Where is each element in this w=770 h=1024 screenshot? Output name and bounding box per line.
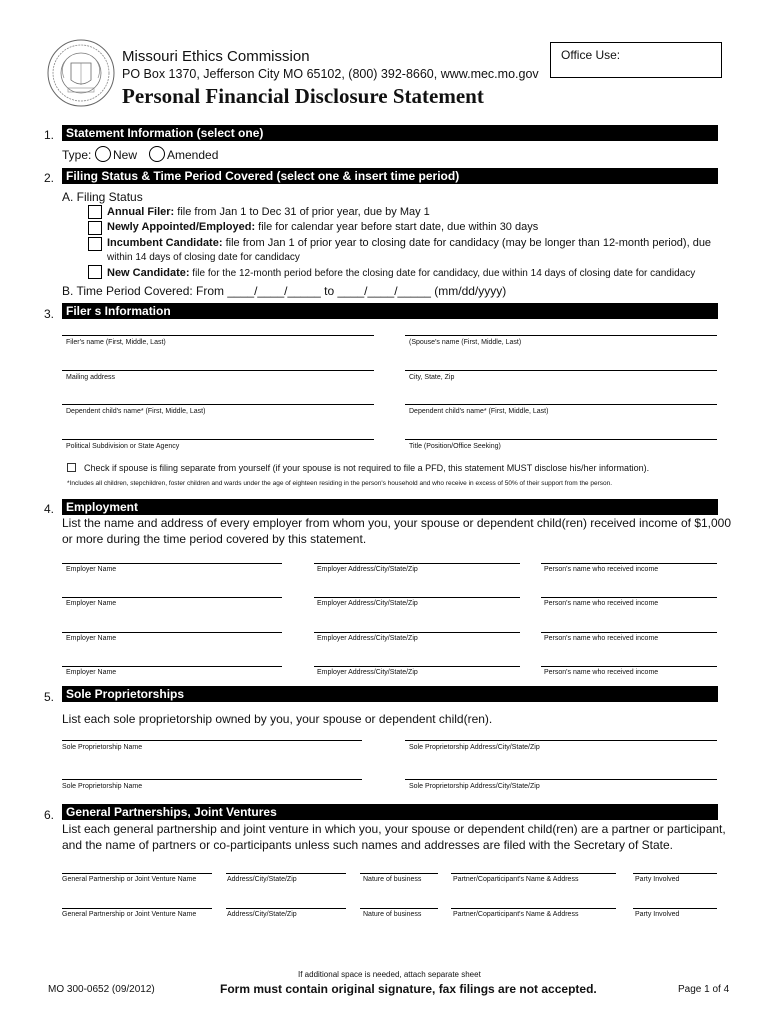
section-6-number: 6. xyxy=(44,808,55,822)
sole-prop-name-label-1: Sole Proprietorship Name xyxy=(62,744,143,751)
nature-of-business-field-1[interactable] xyxy=(360,873,438,874)
employer-name-field-2[interactable] xyxy=(62,597,282,598)
section-6-header: General Partnerships, Joint Ventures xyxy=(62,804,718,820)
sole-prop-instructions: List each sole proprietorship owned by you, your spouse or dependent child(ren). xyxy=(62,712,493,726)
nature-of-business-field-2[interactable] xyxy=(360,908,438,909)
dependent-2-label: Dependent child's name* (First, Middle, Last) xyxy=(409,408,549,415)
partnership-name-label: General Partnership or Joint Venture Name xyxy=(62,911,197,918)
additional-space-note: If additional space is needed, attach separate sheet xyxy=(298,970,481,979)
state-seal-logo xyxy=(46,38,116,108)
income-recipient-field-3[interactable] xyxy=(541,632,717,633)
income-recipient-field-1[interactable] xyxy=(541,563,717,564)
type-label: Type: xyxy=(62,148,92,162)
employer-address-label: Employer Address/City/State/Zip xyxy=(317,669,418,676)
form-number: MO 300-0652 (09/2012) xyxy=(48,984,155,995)
employer-address-field-1[interactable] xyxy=(314,563,520,564)
filer-name-field[interactable] xyxy=(62,335,374,336)
income-recipient-label: Person's name who received income xyxy=(544,566,659,573)
sole-prop-name-field-1[interactable] xyxy=(62,740,362,741)
city-state-zip-field[interactable] xyxy=(405,370,717,371)
office-use-label: Office Use: xyxy=(561,48,621,62)
type-amended-radio[interactable] xyxy=(149,146,165,162)
incumbent-candidate-option: Incumbent Candidate: file from Jan 1 of prior year to closing date for candidacy (may be longer than 12-month period), due xyxy=(107,237,712,249)
section-3-header: Filer s Information xyxy=(62,303,718,319)
employer-address-field-2[interactable] xyxy=(314,597,520,598)
income-recipient-field-2[interactable] xyxy=(541,597,717,598)
sole-prop-address-label-1: Sole Proprietorship Address/City/State/Zip xyxy=(409,744,540,751)
section-4-header: Employment xyxy=(62,499,718,515)
employment-instructions-2: or more during the time period covered by this statement. xyxy=(62,532,367,546)
annual-filer-checkbox[interactable] xyxy=(88,205,102,219)
signature-notice: Form must contain original signature, fax filings are not accepted. xyxy=(220,982,597,996)
spouse-name-field[interactable] xyxy=(405,335,717,336)
position-title-field[interactable] xyxy=(405,439,717,440)
employment-instructions-1: List the name and address of every employer from whom you, your spouse or dependent child(ren) received income of $1,000 xyxy=(62,516,732,530)
partner-name-field-1[interactable] xyxy=(451,873,616,874)
newly-appointed-option: Newly Appointed/Employed: file for calendar year before start date, due within 30 days xyxy=(107,221,539,233)
income-recipient-label: Person's name who received income xyxy=(544,669,659,676)
party-involved-field-1[interactable] xyxy=(633,873,717,874)
dependent-footnote: *Includes all children, stepchildren, foster children and wards under the age of eighteen residing in the person's household and who receive in excess of 50% of their support from the person. xyxy=(67,480,613,487)
org-name: Missouri Ethics Commission xyxy=(122,48,310,65)
sole-prop-name-label-2: Sole Proprietorship Name xyxy=(62,783,143,790)
political-subdivision-label: Political Subdivision or State Agency xyxy=(66,443,180,450)
dependent-1-label: Dependent child's name* (First, Middle, Last) xyxy=(66,408,206,415)
section-1-header: Statement Information (select one) xyxy=(62,125,718,141)
sole-prop-name-field-2[interactable] xyxy=(62,779,362,780)
section-5-header: Sole Proprietorships xyxy=(62,686,718,702)
section-3-number: 3. xyxy=(44,307,55,321)
mailing-address-field[interactable] xyxy=(62,370,374,371)
type-amended-label: Amended xyxy=(167,148,219,162)
partnership-name-field-2[interactable] xyxy=(62,908,212,909)
employer-name-label: Employer Name xyxy=(66,635,117,642)
sole-prop-address-field-2[interactable] xyxy=(405,779,717,780)
partnership-name-label: General Partnership or Joint Venture Name xyxy=(62,876,197,883)
party-involved-field-2[interactable] xyxy=(633,908,717,909)
employer-name-label: Employer Name xyxy=(66,566,117,573)
employer-address-label: Employer Address/City/State/Zip xyxy=(317,600,418,607)
employer-name-field-4[interactable] xyxy=(62,666,282,667)
nature-of-business-label: Nature of business xyxy=(363,911,422,918)
type-new-radio[interactable] xyxy=(95,146,111,162)
sole-prop-address-label-2: Sole Proprietorship Address/City/State/Zip xyxy=(409,783,540,790)
document-title: Personal Financial Disclosure Statement xyxy=(122,84,484,108)
page-number: Page 1 of 4 xyxy=(678,984,730,995)
partnership-instructions-2: and the name of partners or co-participants unless such names and addresses are filed with the Secretary of State. xyxy=(62,838,673,852)
employer-name-label: Employer Name xyxy=(66,600,117,607)
employer-name-field-3[interactable] xyxy=(62,632,282,633)
employer-address-label: Employer Address/City/State/Zip xyxy=(317,635,418,642)
section-2-number: 2. xyxy=(44,171,55,185)
city-state-zip-label: City, State, Zip xyxy=(409,374,455,381)
partner-name-label: Partner/Coparticipant's Name & Address xyxy=(453,876,579,883)
spouse-separate-label: Check if spouse is filing separate from yourself (if your spouse is not required to file a PFD, this statement MUST disclose his/her information). xyxy=(84,463,650,473)
employer-name-label: Employer Name xyxy=(66,669,117,676)
time-period-covered[interactable]: B. Time Period Covered: From ____/____/_____ to ____/____/_____ (mm/dd/yyyy) xyxy=(62,284,507,298)
type-new-label: New xyxy=(113,148,138,162)
new-candidate-option: New Candidate: file for the 12-month period before the closing date for candidacy, due within 14 days of closing date for candidacy xyxy=(107,267,696,279)
sole-prop-address-field-1[interactable] xyxy=(405,740,717,741)
section-2-header: Filing Status & Time Period Covered (select one & insert time period) xyxy=(62,168,718,184)
incumbent-candidate-checkbox[interactable] xyxy=(88,237,102,251)
employer-address-field-4[interactable] xyxy=(314,666,520,667)
spouse-separate-checkbox[interactable] xyxy=(67,463,76,472)
employer-name-field-1[interactable] xyxy=(62,563,282,564)
partner-name-field-2[interactable] xyxy=(451,908,616,909)
position-title-label: Title (Position/Office Seeking) xyxy=(409,443,501,450)
political-subdivision-field[interactable] xyxy=(62,439,374,440)
partner-name-label: Partner/Coparticipant's Name & Address xyxy=(453,911,579,918)
spouse-name-label: (Spouse's name (First, Middle, Last) xyxy=(409,339,522,346)
employer-address-field-3[interactable] xyxy=(314,632,520,633)
filer-name-label: Filer's name (First, Middle, Last) xyxy=(66,339,166,346)
org-address: PO Box 1370, Jefferson City MO 65102, (800) 392-8660, www.mec.mo.gov xyxy=(122,67,539,81)
incumbent-candidate-option-cont: within 14 days of closing date for candidacy xyxy=(107,252,300,263)
partnership-address-label: Address/City/State/Zip xyxy=(227,876,297,883)
income-recipient-label: Person's name who received income xyxy=(544,635,659,642)
newly-appointed-checkbox[interactable] xyxy=(88,221,102,235)
annual-filer-option: Annual Filer: file from Jan 1 to Dec 31 of prior year, due by May 1 xyxy=(107,206,430,218)
nature-of-business-label: Nature of business xyxy=(363,876,422,883)
income-recipient-label: Person's name who received income xyxy=(544,600,659,607)
partnership-instructions-1: List each general partnership and joint venture in which you, your spouse or dependent child(ren) are a partner or participant, xyxy=(62,822,726,836)
dependent-1-field[interactable] xyxy=(62,404,374,405)
employer-address-label: Employer Address/City/State/Zip xyxy=(317,566,418,573)
mailing-address-label: Mailing address xyxy=(66,374,116,381)
partnership-address-field-2[interactable] xyxy=(226,908,346,909)
filing-status-label: A. Filing Status xyxy=(62,190,143,204)
partnership-address-field-1[interactable] xyxy=(226,873,346,874)
party-involved-label: Party Involved xyxy=(635,876,680,883)
income-recipient-field-4[interactable] xyxy=(541,666,717,667)
section-4-number: 4. xyxy=(44,502,55,516)
party-involved-label: Party Involved xyxy=(635,911,680,918)
section-1-number: 1. xyxy=(44,128,55,142)
section-5-number: 5. xyxy=(44,690,55,704)
partnership-name-field-1[interactable] xyxy=(62,873,212,874)
new-candidate-checkbox[interactable] xyxy=(88,265,102,279)
dependent-2-field[interactable] xyxy=(405,404,717,405)
office-use-box xyxy=(550,42,722,78)
partnership-address-label: Address/City/State/Zip xyxy=(227,911,297,918)
